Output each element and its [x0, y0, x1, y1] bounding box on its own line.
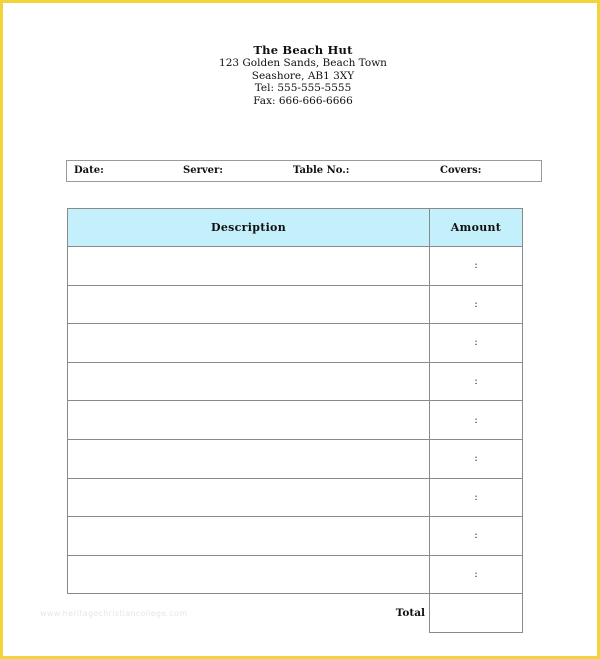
- server-label: Server:: [183, 165, 223, 176]
- address-line-1: 123 Golden Sands, Beach Town: [219, 57, 387, 69]
- table-row: [68, 517, 523, 556]
- telephone: Tel: 555-555-5555: [254, 82, 352, 94]
- description-cell[interactable]: [68, 285, 430, 324]
- watermark-text: www.heritagechristiancollege.com: [40, 609, 188, 618]
- total-value-cell[interactable]: [430, 594, 523, 633]
- description-cell[interactable]: [68, 362, 430, 401]
- amount-cell[interactable]: :: [430, 401, 523, 440]
- amount-cell[interactable]: :: [430, 439, 523, 478]
- table-number-label: Table No.:: [293, 165, 350, 176]
- table-row: [68, 478, 523, 517]
- description-cell[interactable]: [68, 247, 430, 286]
- amount-header: Amount: [430, 209, 523, 247]
- table-header-row: [68, 209, 523, 247]
- table-row: [68, 362, 523, 401]
- amount-cell[interactable]: :: [430, 555, 523, 594]
- table-row: [68, 401, 523, 440]
- table-row: [68, 324, 523, 363]
- description-header: Description: [68, 209, 430, 247]
- description-cell[interactable]: [68, 439, 430, 478]
- date-label: Date:: [74, 165, 104, 176]
- description-cell[interactable]: [68, 478, 430, 517]
- description-cell[interactable]: [68, 401, 430, 440]
- fax: Fax: 666-666-6666: [253, 94, 353, 107]
- receipt-table: [67, 208, 523, 633]
- amount-cell[interactable]: :: [430, 285, 523, 324]
- address-line-2: Seashore, AB1 3XY: [251, 69, 355, 82]
- business-header: [0, 44, 600, 107]
- description-cell[interactable]: [68, 324, 430, 363]
- amount-cell[interactable]: :: [430, 362, 523, 401]
- business-name: The Beach Hut: [253, 43, 353, 57]
- amount-cell[interactable]: :: [430, 517, 523, 556]
- description-cell[interactable]: [68, 517, 430, 556]
- total-label: Total: [68, 594, 430, 633]
- covers-label: Covers:: [440, 165, 482, 176]
- amount-cell[interactable]: :: [430, 478, 523, 517]
- table-row: [68, 285, 523, 324]
- table-row: [68, 247, 523, 286]
- order-info-bar: [66, 160, 542, 182]
- amount-cell[interactable]: :: [430, 324, 523, 363]
- table-row: [68, 439, 523, 478]
- table-row: [68, 555, 523, 594]
- amount-cell[interactable]: :: [430, 247, 523, 286]
- description-cell[interactable]: [68, 555, 430, 594]
